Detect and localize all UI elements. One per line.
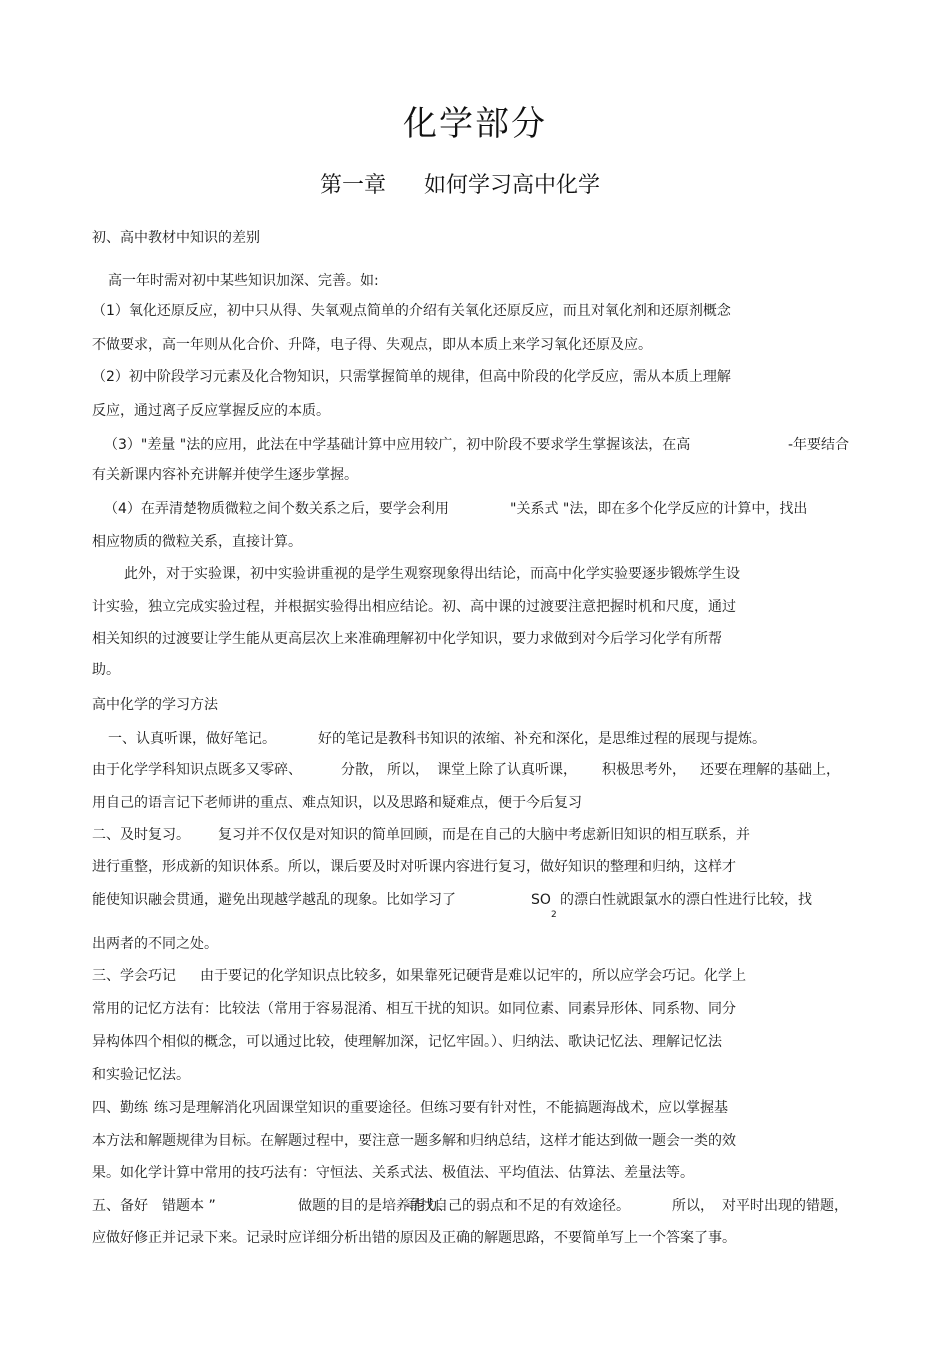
text-segment: 三、学会巧记 <box>92 968 176 984</box>
text-segment: （4）在弄清楚物质微粒之间个数关系之后，要学会利用 <box>104 501 449 517</box>
text-segment: 相关知织的过渡要让学生能从更高层次上来准确理解初中化学知识，要力求做到对今后学习化学有所帮 <box>92 631 722 647</box>
text-segment: 相应物质的微粒关系，直接计算。 <box>92 534 302 550</box>
text-segment: 由于化学学科知识点既多又零碎、 <box>92 762 302 778</box>
text-segment: 一、认真听课，做好笔记。 <box>108 731 276 747</box>
text-segment: 用自己的语言记下老师讲的重点、难点知识，以及思路和疑难点，便于今后复习 <box>92 795 582 811</box>
subscript-2: 2 <box>551 910 557 920</box>
text-segment: 所以， <box>387 762 429 778</box>
text-segment: 此外，对于实验课，初中实验讲重视的是学生观察现象得出结论，而高中化学实验要逐步锻炼学生设 <box>124 566 740 582</box>
text-segment: 的漂白性就跟氯水的漂白性进行比较，找 <box>560 892 812 908</box>
text-segment: 和实验记忆法。 <box>92 1067 190 1083</box>
text-segment: 果。如化学计算中常用的技巧法有：守恒法、关系式法、极值法、平均值法、估算法、差量法等。 <box>92 1165 694 1181</box>
text-segment: 异构体四个相似的概念，可以通过比较，使理解加深，记忆牢固。）、归纳法、歌诀记忆法、理解记忆法 <box>92 1034 722 1050</box>
text-segment: 出两者的不同之处。 <box>92 936 218 952</box>
text-segment: SO <box>531 892 551 908</box>
text-segment: 错题本 ” <box>162 1198 216 1214</box>
text-segment: 有关新课内容补充讲解并使学生逐步掌握。 <box>92 467 358 483</box>
text-segment: 五、备好 <box>92 1198 148 1214</box>
text-segment: 还要在理解的基础上， <box>700 762 840 778</box>
text-segment: "关系式 "法，即在多个化学反应的计算中，找出 <box>510 501 808 517</box>
text-segment: 复习并不仅仅是对知识的简单回顾，而是在自己的大脑中考虑新旧知识的相互联系，并 <box>218 827 750 843</box>
text-segment: 对平时出现的错题， <box>722 1198 848 1214</box>
text-segment: 练习是理解消化巩固课堂知识的重要途径。但练习要有针对性，不能搞题海战术，应以掌握基 <box>154 1100 728 1116</box>
text-segment: 好的笔记是教科书知识的浓缩、补充和深化，是思维过程的展现与提炼。 <box>318 731 766 747</box>
text-segment: （3）"差量 "法的应用，此法在中学基础计算中应用较广，初中阶段不要求学生掌握该法，在高 <box>104 437 691 453</box>
text-segment: -年要结合 <box>788 437 850 453</box>
text-segment: （1）氧化还原反应，初中只从得、失氧观点简单的介绍有关氧化还原反应，而且对氧化剂和还原剂概念 <box>92 303 731 319</box>
text-segment: 分散， <box>341 762 383 778</box>
text-segment: 二、及时复习。 <box>92 827 190 843</box>
text-segment: 高中化学的学习方法 <box>92 697 218 713</box>
text-segment: 所以， <box>672 1198 714 1214</box>
chapter-name: 如何学习高中化学 <box>424 173 601 198</box>
text-segment: 高一年时需对初中某些知识加深、完善。如: <box>108 273 379 289</box>
text-segment: 应做好修正并记录下来。记录时应详细分析出错的原因及正确的解题思路，不要简单写上一个答案了事。 <box>92 1230 736 1246</box>
text-segment: 进行重整，形成新的知识体系。所以，课后要及时对听课内容进行复习，做好知识的整理和归纳，这样才 <box>92 859 736 875</box>
page-title: 化学部分 <box>403 104 547 144</box>
text-segment: 能使知识融会贯通，避免出现越学越乱的现象。比如学习了 <box>92 892 456 908</box>
text-segment: 寻找自己的弱点和不足的有效途径。 <box>406 1198 630 1214</box>
text-segment: 初、高中教材中知识的差别 <box>92 230 260 246</box>
text-segment: 做题的目的是培养能力、 <box>298 1198 452 1214</box>
chapter-number: 第一章 <box>320 173 387 198</box>
text-segment: 常用的记忆方法有：比较法（常用于容易混淆、相互干扰的知识。如同位素、同素异形体、同系物、同分 <box>92 1001 736 1017</box>
text-segment: 不做要求，高一年则从化合价、升降，电子得、失观点，即从本质上来学习氧化还原及应。 <box>92 337 652 353</box>
text-segment: 由于要记的化学知识点比较多，如果靠死记硬背是难以记牢的，所以应学会巧记。化学上 <box>200 968 746 984</box>
text-segment: 本方法和解题规律为目标。在解题过程中，要注意一题多解和归纳总结，这样才能达到做一题会一类的效 <box>92 1133 736 1149</box>
text-segment: 计实验，独立完成实验过程，并根据实验得出相应结论。初、高中课的过渡要注意把握时机和尺度，通过 <box>92 599 736 615</box>
text-segment: （2）初中阶段学习元素及化合物知识，只需掌握简单的规律，但高中阶段的化学反应，需从本质上理解 <box>92 369 731 385</box>
text-segment: 课堂上除了认真听课， <box>437 762 577 778</box>
text-segment: 四、勤练 <box>92 1100 148 1116</box>
text-segment: 积极思考外， <box>602 762 686 778</box>
text-segment: 助。 <box>92 662 120 678</box>
text-segment: 反应，通过离子反应掌握反应的本质。 <box>92 403 330 419</box>
